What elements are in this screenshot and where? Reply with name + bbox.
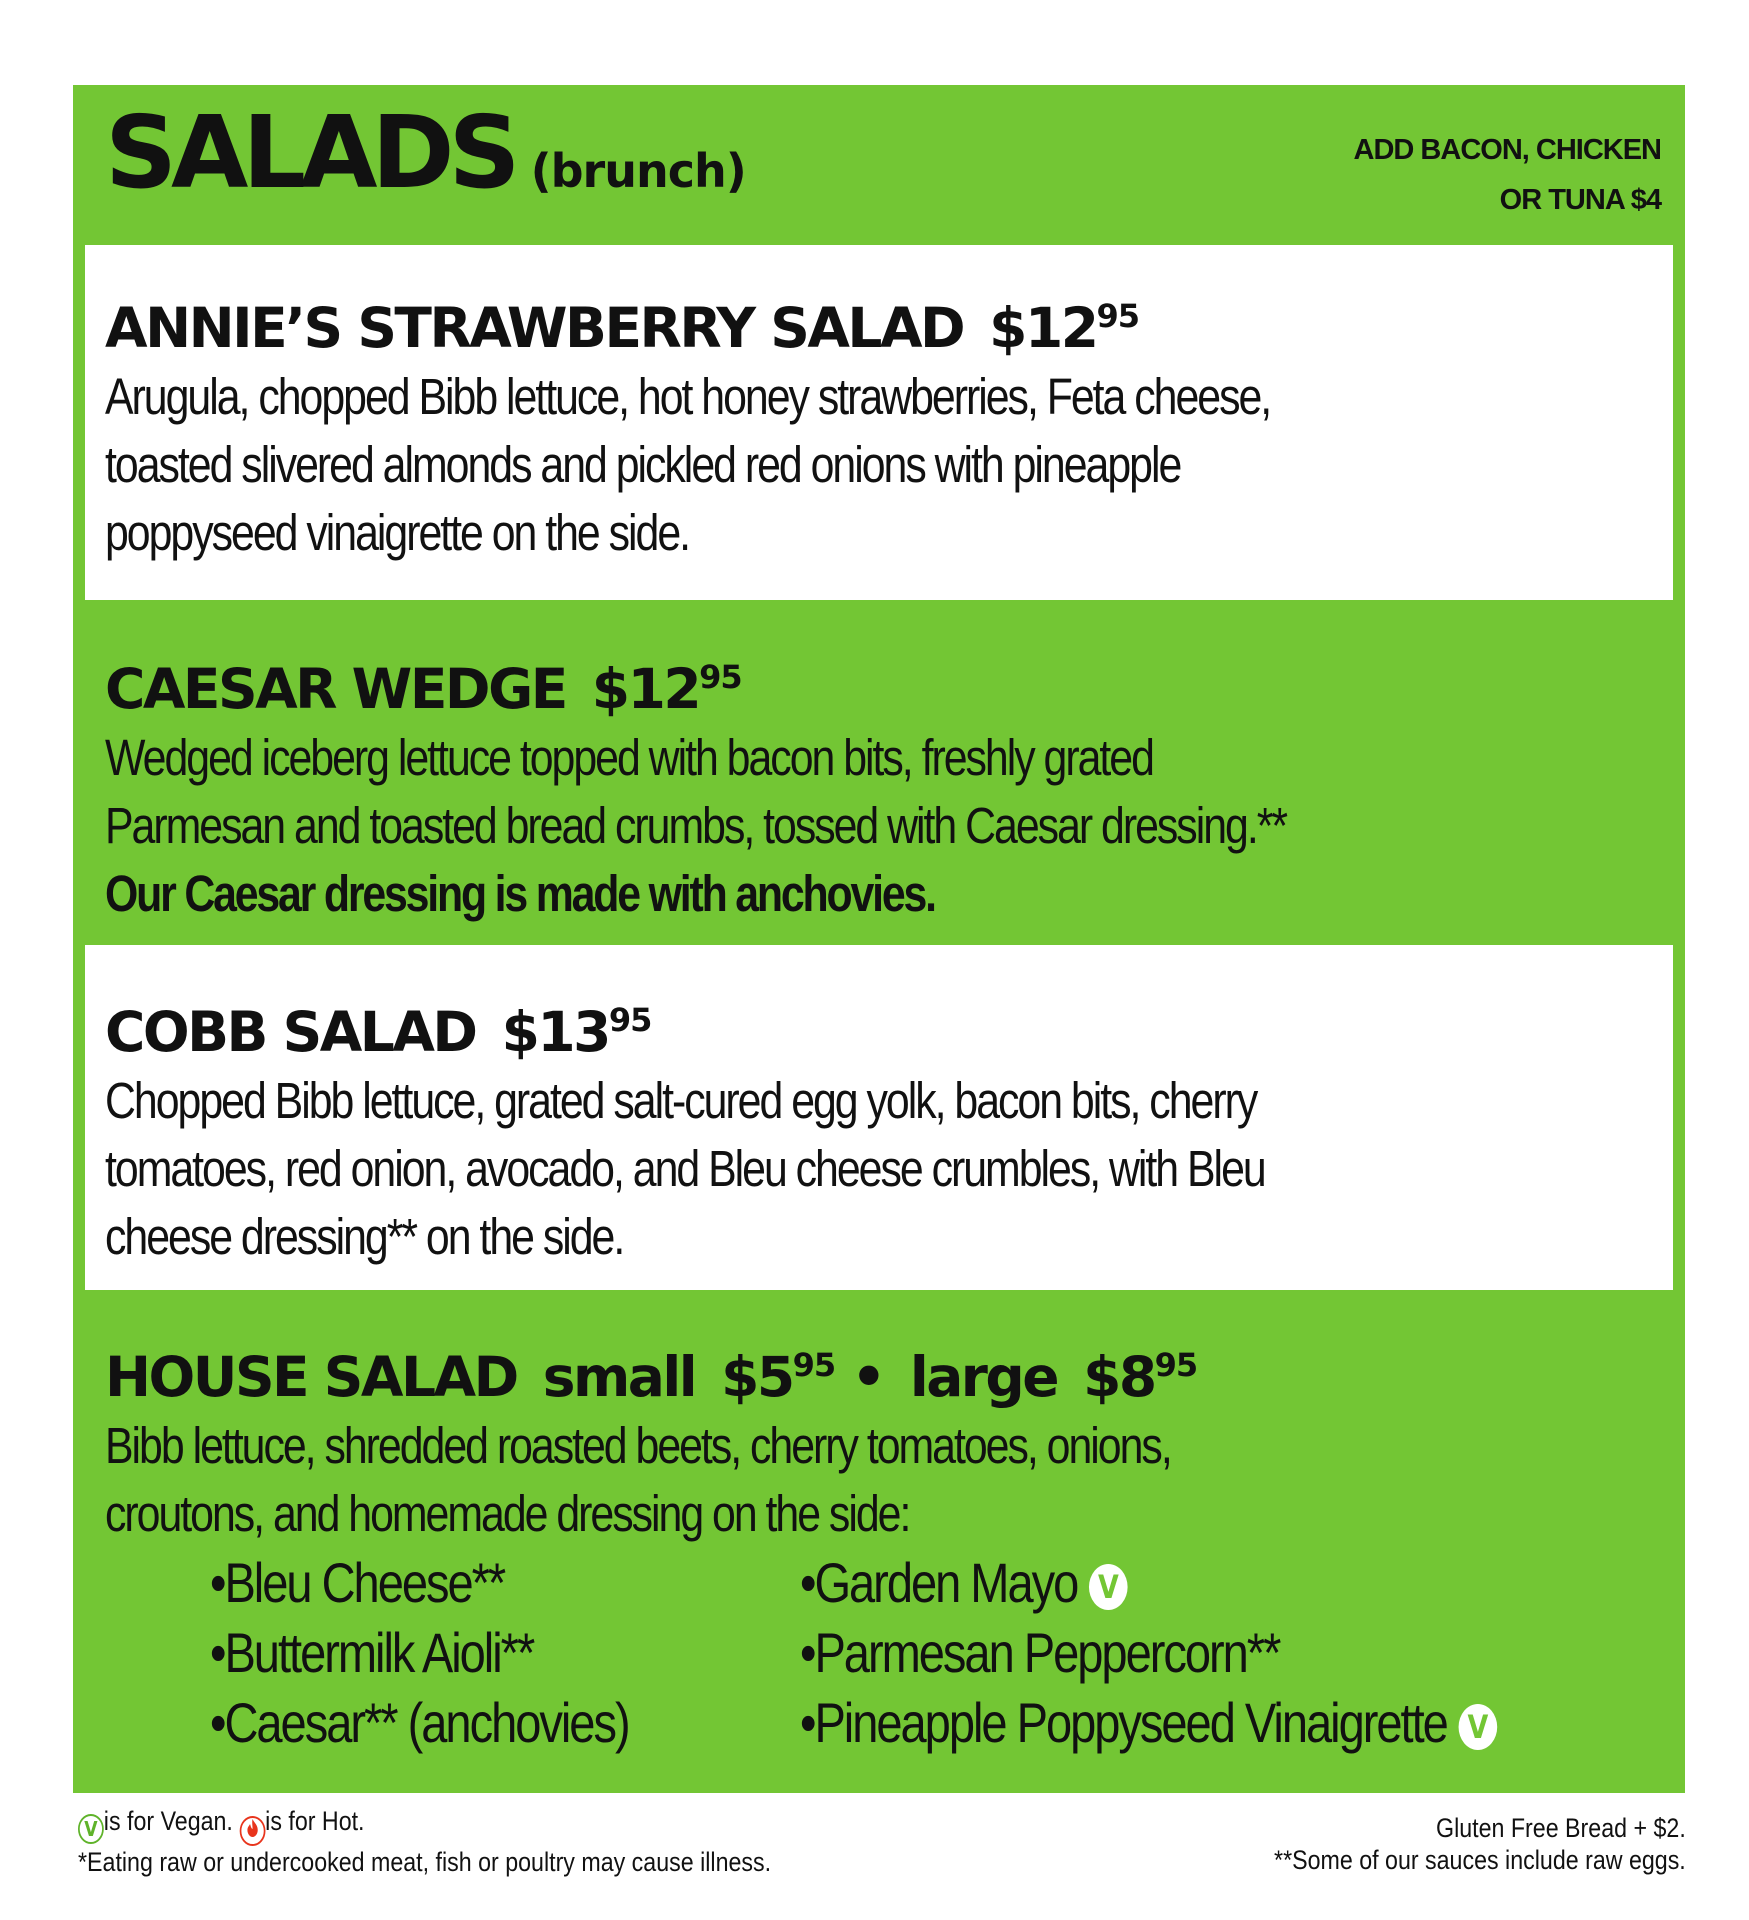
item-description-line: Bibb lettuce, shredded roasted beets, cherry tomatoes, onions,	[105, 1417, 1171, 1474]
gluten-free-note: Gluten Free Bread + $2.	[1436, 1813, 1686, 1843]
footer-legend	[78, 1805, 771, 1878]
small-price-cents: 95	[792, 1346, 836, 1384]
item-description-line: cheese dressing** on the side.	[105, 1208, 624, 1265]
menu-item-strawberry-salad	[85, 245, 1673, 600]
raw-meat-warning: *Eating raw or undercooked meat, fish or poultry may cause illness.	[78, 1847, 772, 1877]
item-description-line: croutons, and homemade dressing on the side:	[105, 1485, 910, 1542]
item-description-line: Parmesan and toasted bread crumbs, tossed with Caesar dressing.**	[105, 797, 1287, 854]
dressing-item: •Bleu Cheese**	[210, 1551, 505, 1614]
item-name: HOUSE SALAD	[105, 1345, 517, 1409]
item-description-line: Arugula, chopped Bibb lettuce, hot honey strawberries, Feta cheese,	[105, 368, 1271, 425]
item-description-line: toasted slivered almonds and pickled red onions with pineapple	[105, 436, 1181, 493]
item-price-cents: 95	[1096, 297, 1140, 335]
item-price: $12	[591, 657, 700, 721]
item-price-cents: 95	[608, 1001, 652, 1039]
addon-note	[1354, 125, 1661, 225]
flame-icon	[239, 1816, 265, 1846]
anchovies-note: Our Caesar dressing is made with anchovies.	[105, 865, 935, 922]
dressing-item: •Buttermilk Aioli**	[210, 1621, 534, 1684]
raw-eggs-note: **Some of our sauces include raw eggs.	[1274, 1845, 1686, 1875]
item-description-line: poppyseed vinaigrette on the side.	[105, 504, 690, 561]
dressing-item: •Parmesan Peppercorn**	[800, 1621, 1280, 1684]
menu-item-cobb-salad	[85, 945, 1673, 1290]
item-price: $12	[989, 296, 1097, 360]
title-subtitle: (brunch)	[530, 144, 746, 198]
item-price: $13	[501, 1000, 609, 1064]
item-price-cents: 95	[699, 658, 742, 696]
addon-line-1: ADD BACON, CHICKEN	[1353, 134, 1661, 166]
menu-header	[73, 85, 1685, 245]
footer-notes	[1274, 1812, 1686, 1876]
dressing-item: •Caesar** (anchovies)	[210, 1691, 629, 1754]
hot-legend-text: is for Hot.	[265, 1806, 365, 1836]
item-description-line: tomatoes, red onion, avocado, and Bleu cheese crumbles, with Bleu	[105, 1140, 1265, 1197]
dressing-item	[800, 1688, 1497, 1758]
menu-item-house-salad	[85, 1290, 1673, 1793]
dressing-item	[800, 1548, 1497, 1618]
dressing-label: •Garden Mayo	[800, 1551, 1078, 1614]
large-price-cents: 95	[1154, 1346, 1198, 1384]
vegan-legend-icon: V	[78, 1814, 104, 1844]
title-main: SALADS	[105, 94, 515, 211]
item-title	[105, 1330, 1673, 1412]
item-description-line: Wedged iceberg lettuce topped with bacon bits, freshly grated	[105, 729, 1153, 786]
vegan-badge-icon: V	[1459, 1704, 1498, 1750]
large-price: $8	[1083, 1345, 1155, 1409]
dressing-column-left	[210, 1548, 629, 1758]
dressing-list	[105, 1548, 1673, 1768]
item-description-line: Chopped Bibb lettuce, grated salt-cured egg yolk, bacon bits, cherry	[105, 1072, 1257, 1129]
legend-line	[78, 1805, 771, 1846]
size-large-label: large	[909, 1345, 1058, 1409]
price-separator: •	[851, 1345, 884, 1409]
small-price: $5	[721, 1345, 793, 1409]
dressing-column-right	[800, 1548, 1497, 1758]
item-name: COBB SALAD	[105, 1000, 476, 1064]
item-title	[105, 281, 1673, 363]
item-name: ANNIE’S STRAWBERRY SALAD	[105, 296, 964, 360]
dressing-label: •Pineapple Poppyseed Vinaigrette	[800, 1691, 1447, 1754]
item-title	[105, 642, 1673, 724]
item-name: CAESAR WEDGE	[105, 657, 566, 721]
menu-item-caesar-wedge	[85, 600, 1673, 945]
item-title	[105, 985, 1673, 1067]
size-small-label: small	[542, 1345, 696, 1409]
vegan-legend-text: is for Vegan.	[103, 1806, 233, 1836]
section-title	[105, 94, 746, 211]
vegan-badge-icon: V	[1089, 1564, 1128, 1610]
salads-menu-panel	[73, 85, 1685, 1793]
addon-line-2: OR TUNA $4	[1499, 184, 1661, 216]
